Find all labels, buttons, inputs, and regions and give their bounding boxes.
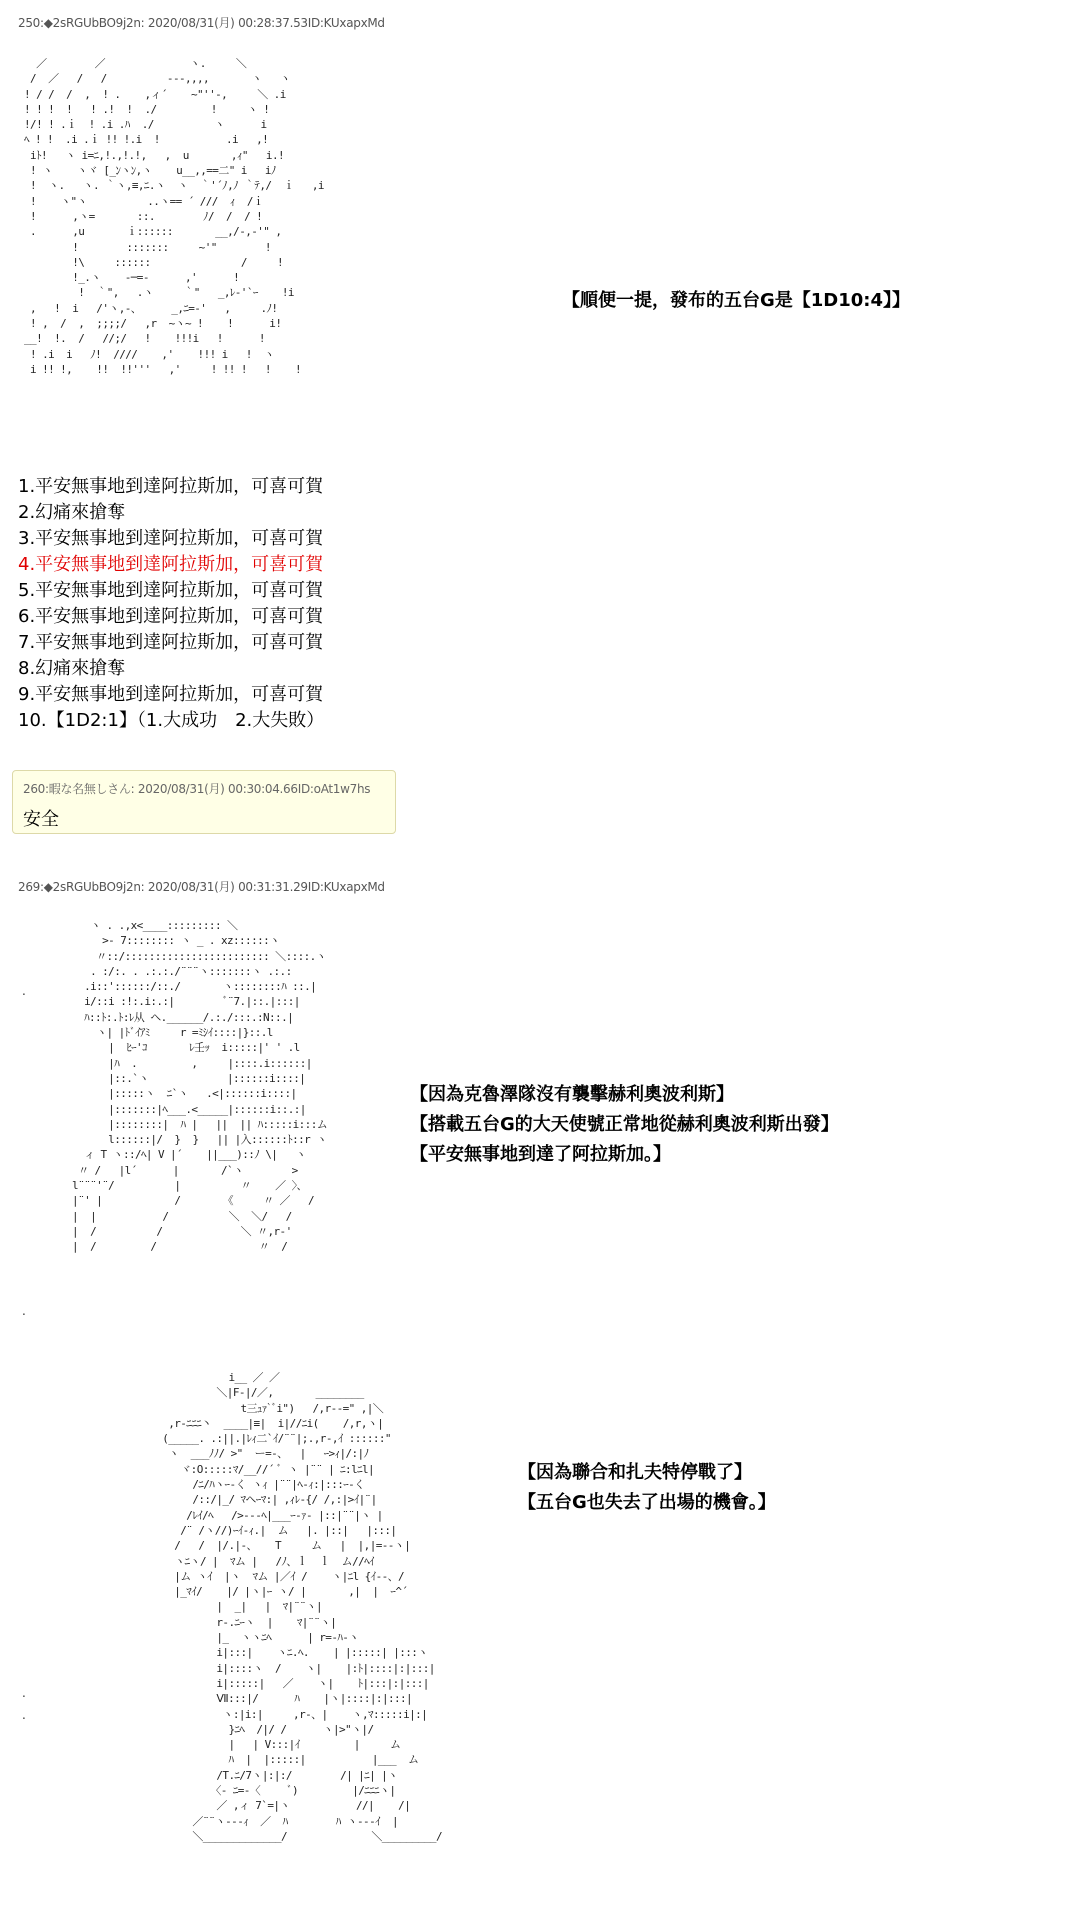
note-line: 【因為聯合和扎夫特停戰了】	[518, 1462, 752, 1483]
list-item: 8.幻痛來搶奪	[18, 658, 126, 679]
list-item: 6.平安無事地到達阿拉斯加，可喜可賀	[18, 606, 324, 627]
note-line: 【平安無事地到達了阿拉斯加。】	[410, 1144, 671, 1165]
outcome-list	[18, 474, 324, 734]
stray-dot: .	[22, 1708, 26, 1722]
ascii-art-girl: ／ ／ ヽ. ＼ / ／ / / ‐--,,,, ヽ ヽ ! / / / , ! . ,ィ´ ~"''‐, ＼ .i ! ! ! ! ! .! ! ./ ! ヽ ! !/! ! .ｉ ! .i .ﾊ ./ ヽ i ﾍ ! ! .i .ｉ !! !.i ! .i ,! iﾄ! ヽ i=ﾆ,!.,!.!, , u ,ｨ" i.! ! ヽ ヽヾ [_ﾝヽﾝ,ヽ u__,,==二" i iﾉ ! ヽ. ヽ. ｀ヽ,≡,ﾆ.ヽ ヽ ｀'´ﾉ,ﾉ ｀ﾃ,/ ｉ ,i ! ヽ"ヽ ..ヽ== ´ /// ｨ /ｉ ! ,ヽ= ::. ﾉ/ / / ! . ,u ｉ:::::: __,/-,-'" , ! ::::::: ~'" ! !\ :::::: / ! !_.ヽ ‐─=‐ ,' ! ! ｀", .ヽ ｀" _,ﾚ‐'`ｰ !i , ! i /'ヽ,-、 _,ﾆ=‐' , .ﾉ! ! , / , ;;;;/ ,r ~ヽ~ ! ! i! __! !. / //;/ ! !!!i ! ! ! .i i ﾉ! //// ,' !!! i ! ヽ i !! !, !! !!''' ,' ! !! ! ! !	[24, 57, 324, 376]
stray-dot: .	[22, 984, 26, 998]
list-item: 2.幻痛來搶奪	[18, 502, 126, 523]
note-dice-result	[562, 286, 910, 316]
note-line: 【搭載五台G的大天使號正常地從赫利奧波利斯出發】	[410, 1114, 839, 1135]
reply-text: 安全	[23, 809, 59, 830]
post-header-260: 260:暇な名無しさん: 2020/08/31(月) 00:30:04.66ID:oAt1w7hs	[23, 782, 371, 796]
post-header-250: 250:◆2sRGUbBO9j2n: 2020/08/31(月) 00:28:37.53ID:KUxapxMd	[18, 16, 385, 30]
note-line: 【因為克魯澤隊沒有襲擊赫利奧波利斯】	[410, 1084, 734, 1105]
list-item-highlighted: 4.平安無事地到達阿拉斯加，可喜可賀	[18, 554, 324, 575]
note-story-2	[518, 1458, 776, 1518]
post-header-269: 269:◆2sRGUbBO9j2n: 2020/08/31(月) 00:31:31.29ID:KUxapxMd	[18, 880, 385, 894]
list-item: 1.平安無事地到達阿拉斯加，可喜可賀	[18, 476, 324, 497]
ascii-art-soldier: i__ ／ ／ ＼|F-|/／, ________ t三ｭｧ`ﾞi") /,r‐‐=" ,|＼ ,r‐ﾆﾆﾆ丶 ____|≡| i|//ﾆi( /,r,ヽ| (_____. .:||.|ﾚｨ二`ｲ/¨¨|;.,r‐,ｲ ::::::" ヽ ___ﾉﾉ/ >" ー=‐、 | ｰ>ｨ|/:|ﾉ ヾ:O:::::ﾏ/__//´ ﾞ ヽ |¨¨ | ﾆ:lﾆl| /ﾆ/ﾊヽｰ-く ヽｨ |¨¨|ﾍ-ｨ:|:::ｰ-く /::/|_/ ﾏヘｰﾏ:| ,ｨﾚ-{/ /,:|>ｲ|¨| /ﾚｲ/ﾍ />-‐-ﾍ|___ｰ‐ｧ‐ |::|¨¨|ヽ | /¨ /ヽ//)ｰｲ-ｨ.| ム |. |::| |:::| / / |/.|-、 T ム | |,|=-‐ヽ| ヽﾆヽ/ | ﾏム | /ﾉ、ｌ ｌ ム//ﾍｲ |ム ヽｲ |ヽ ﾏム |／ｲ / ヽ|ﾆl {ｲ-‐、/ |_ﾏｲ/ |/ |ヽ|ｰ ヽ/ | ,| | ｰ^´ | _| | ﾏ|¨¨ヽ| r-.ﾆｰヽ | ﾏ|¨¨ヽ| |_ ヽヽﾆﾍ | r=-ﾊ-ヽ i|:::| ヽﾆ.ﾍ. | |:::::| |:::ヽ i|::::ヽ / ヽ| |:ﾄ|::::|:|:::| i|:::::| ／ ヽ| ﾄ|:::|:|:::| Ⅶ:::|/ ﾊ |ヽ|::::|:|:::| ヽ:|i:| ,r-、| ヽ,ﾏ:::::i|:| }ﾆﾍ /|/ / ヽ|>"ヽ|/ | | V:::|ｲ | ム ﾊ | |:::::| |___ ム /T.ﾆ/7ヽ|:|:/ /| |ﾆ| |ヽ 〈- ﾆ=-〈 ﾞ) |/ﾆﾆﾆヽ| ／ ,ィ 7`=|ヽ //| /| ／¨¨ヽ‐‐‐ｨ ／ ﾊ ﾊ ヽ-‐-ｲ | ＼_____________/ ＼_________/	[162, 1371, 442, 1843]
list-item: 3.平安無事地到達阿拉斯加，可喜可賀	[18, 528, 324, 549]
list-item: 5.平安無事地到達阿拉斯加，可喜可賀	[18, 580, 324, 601]
note-line: 【順便一提，發布的五台G是【1D10:4】】	[562, 290, 911, 311]
list-item: 9.平安無事地到達阿拉斯加，可喜可賀	[18, 684, 324, 705]
list-item: 10.【1D2:1】（1.大成功 2.大失敗）	[18, 710, 325, 731]
note-story-1	[410, 1080, 839, 1170]
list-item: 7.平安無事地到達阿拉斯加，可喜可賀	[18, 632, 324, 653]
note-line: 【五台G也失去了出場的機會。】	[518, 1492, 776, 1513]
stray-dot: .	[22, 1686, 26, 1700]
reply-post-260	[12, 770, 396, 834]
stray-dot: .	[22, 1304, 26, 1318]
ascii-art-pilot: ヽ . .,x<____::::::::: ＼ >- 7:::::::: ヽ _ . xz::::::ヽ 〃::/:::::::::::::::::::::::: ＼::::.ヽ . :/:. . .:.:./¨¨¨ヽ:::::::ヽ .:.: .i::'::::::/::./ ヽ::::::::ﾊ ::.| i/::i :!:.i:.:| ﾞ¨7.|::.|:::| ﾊ::ﾄ:.ﾄ:ﾚ从 ヘ.______/.:./:::.:N::.| ヽ| |ﾄﾞｲｱﾐ r =ﾐｼｲ::::|}::.l | ﾋｰ'ｺ ﾚ壬ｯ i:::::|' ' .l |ﾊ . , |::::.i::::::| |::.`ヽ |::::::i::::| |:::::ヽ ﾆ`ヽ .<|::::::i::::| |:::::::|ﾍ___.<_____|::::::i::.:| |::::::::| ﾊ | || || ﾊ:::::i:::ム l::::::|/ } } || |入::::::ﾄ::r ヽ ィ T ヽ::/ﾍ| V |´ ||___)::ﾉ \| ヽ 〃 / |l´ | /`ヽ > l¨¨¨'¨/ | 〃 ／ 〉、 |¨' | / 《 〃 ／ / | | / ＼ ＼/ / | / / ＼ 〃,r-' | / / 〃 /	[72, 919, 328, 1254]
